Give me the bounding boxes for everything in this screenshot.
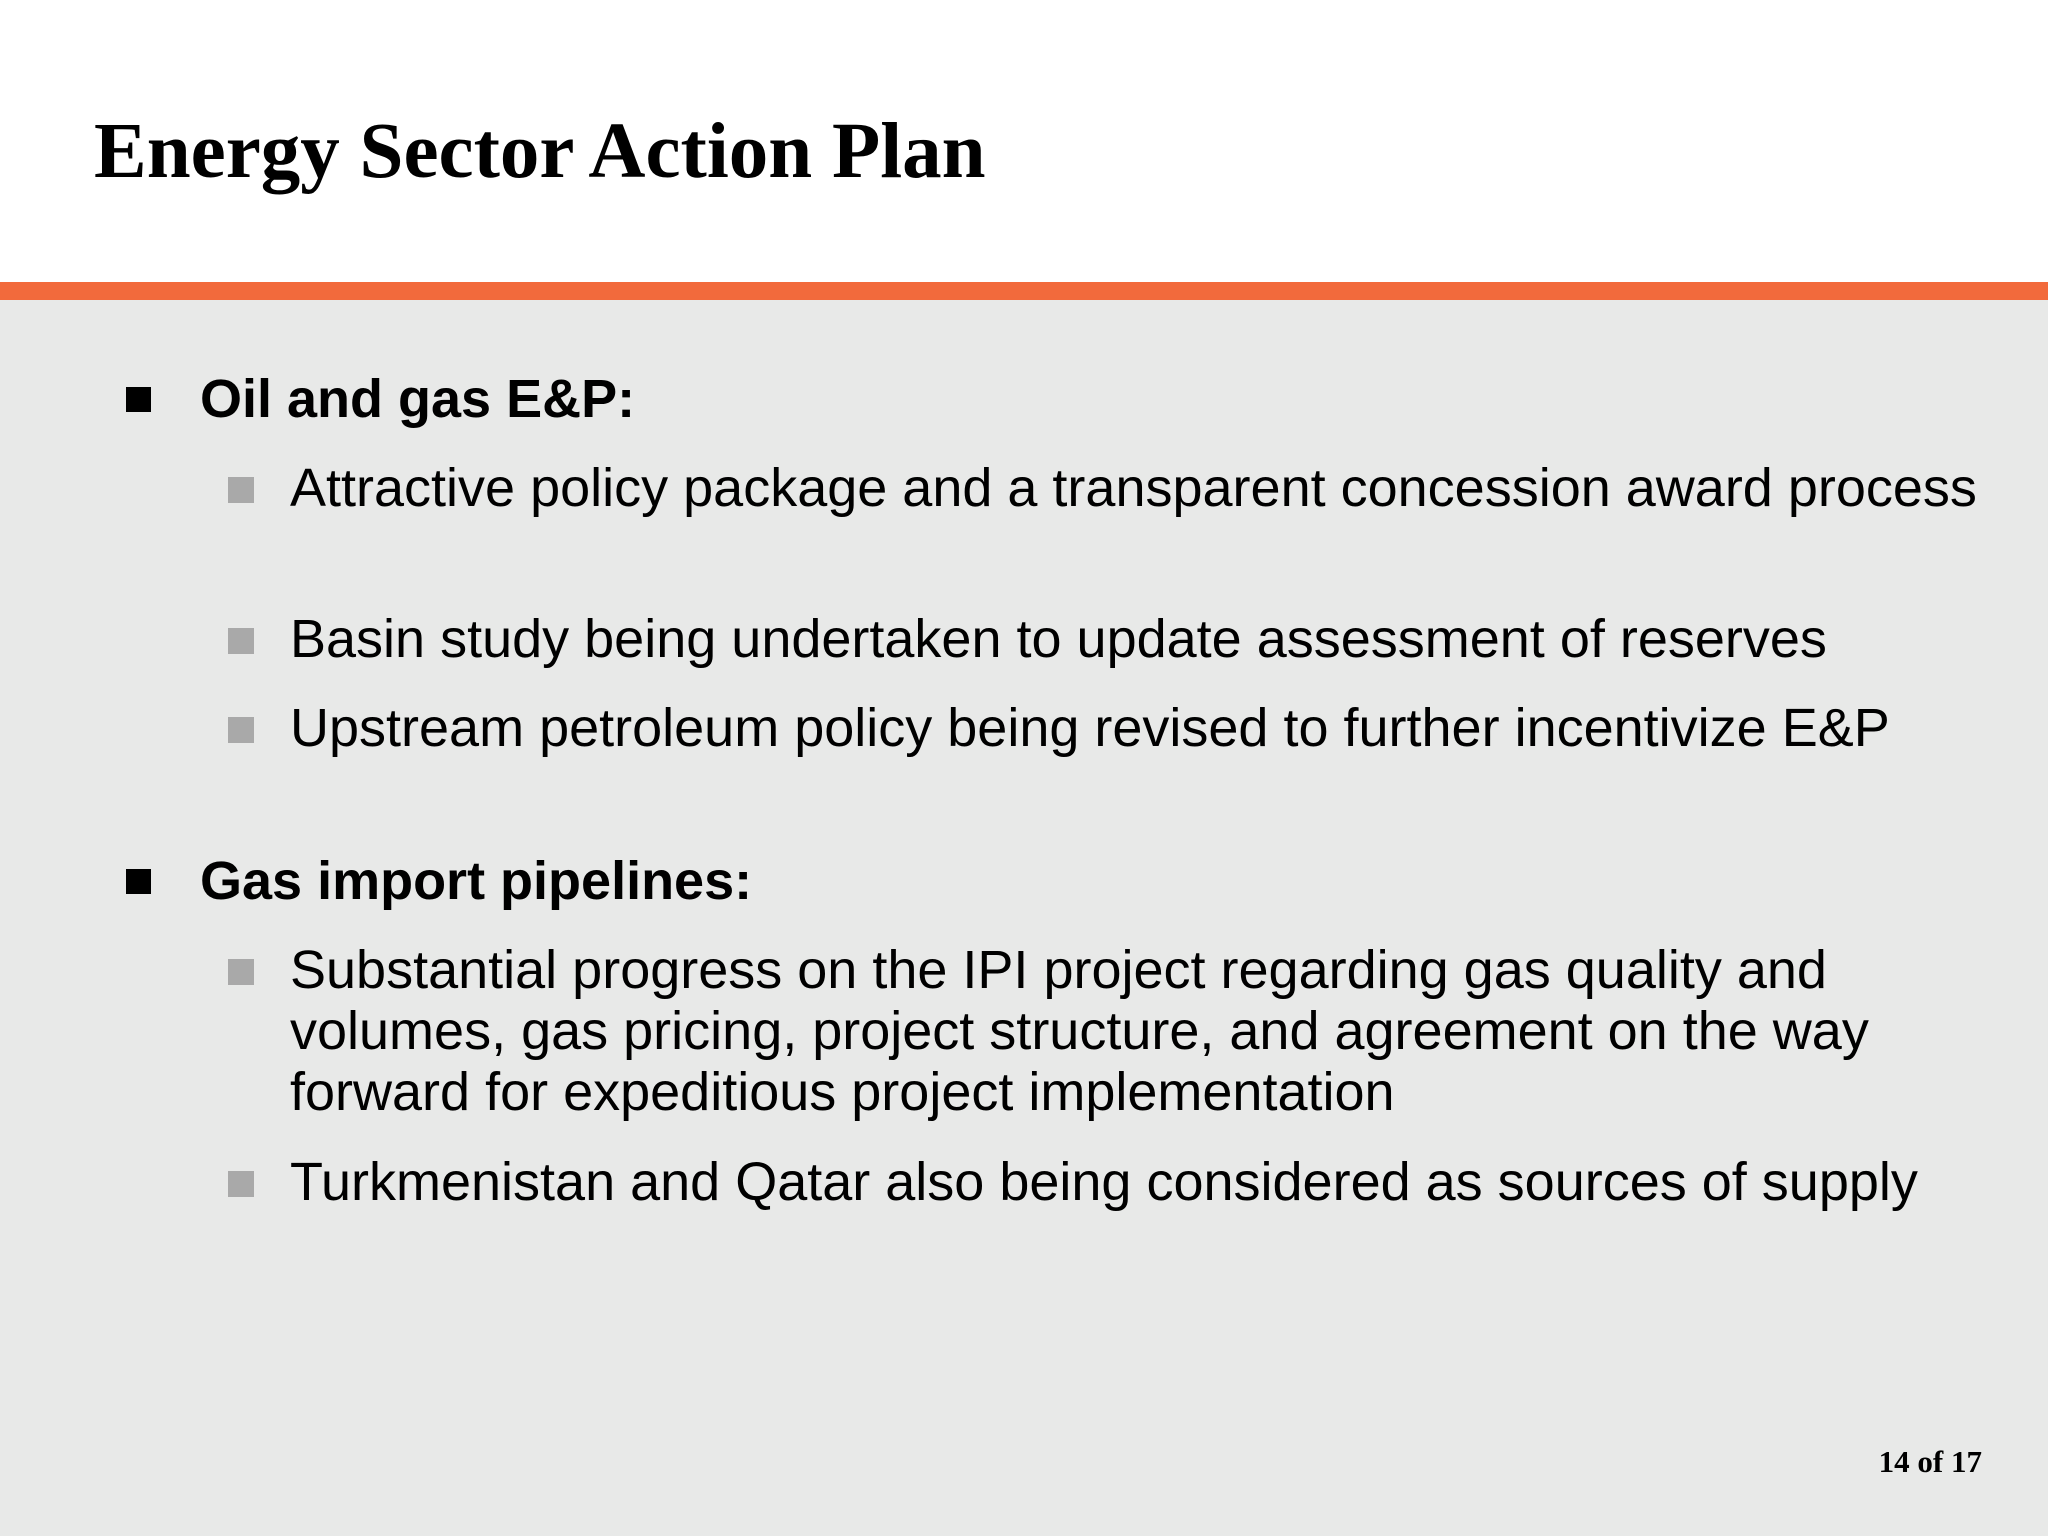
accent-divider [0,282,2048,300]
slide-title: Energy Sector Action Plan [94,108,986,195]
sub-bullet [290,698,2010,759]
sub-bullet [290,458,2010,519]
bullet-heading [200,368,2000,430]
sub-bullet [290,940,2010,1123]
page-number: 14 of 17 [1878,1444,1982,1479]
square-sub-bullet-icon [228,959,254,985]
sub-bullet-text: Attractive policy package and a transparent concession award process [290,458,1977,518]
square-sub-bullet-icon [228,1171,254,1197]
square-bullet-icon [126,387,151,412]
square-sub-bullet-icon [228,717,254,743]
sub-bullet-text: Upstream petroleum policy being revised to further incentivize E&P [290,698,1890,758]
bullet-heading [200,850,2000,912]
bullet-heading-text: Gas import pipelines: [200,851,753,911]
sub-bullet [290,609,2010,670]
bullet-heading-text: Oil and gas E&P: [200,369,636,429]
slide-body [0,300,2048,1536]
square-bullet-icon [126,869,151,894]
sub-bullet [290,1152,2010,1213]
square-sub-bullet-icon [228,477,254,503]
slide-header [0,0,2048,282]
sub-bullet-text: Turkmenistan and Qatar also being considered as sources of supply [290,1152,1918,1212]
sub-bullet-text: Basin study being undertaken to update assessment of reserves [290,609,1827,669]
square-sub-bullet-icon [228,628,254,654]
sub-bullet-text: Substantial progress on the IPI project regarding gas quality and volumes, gas pricing, project structure, and agreement on the way forward for expeditious project implementation [290,940,1869,1122]
